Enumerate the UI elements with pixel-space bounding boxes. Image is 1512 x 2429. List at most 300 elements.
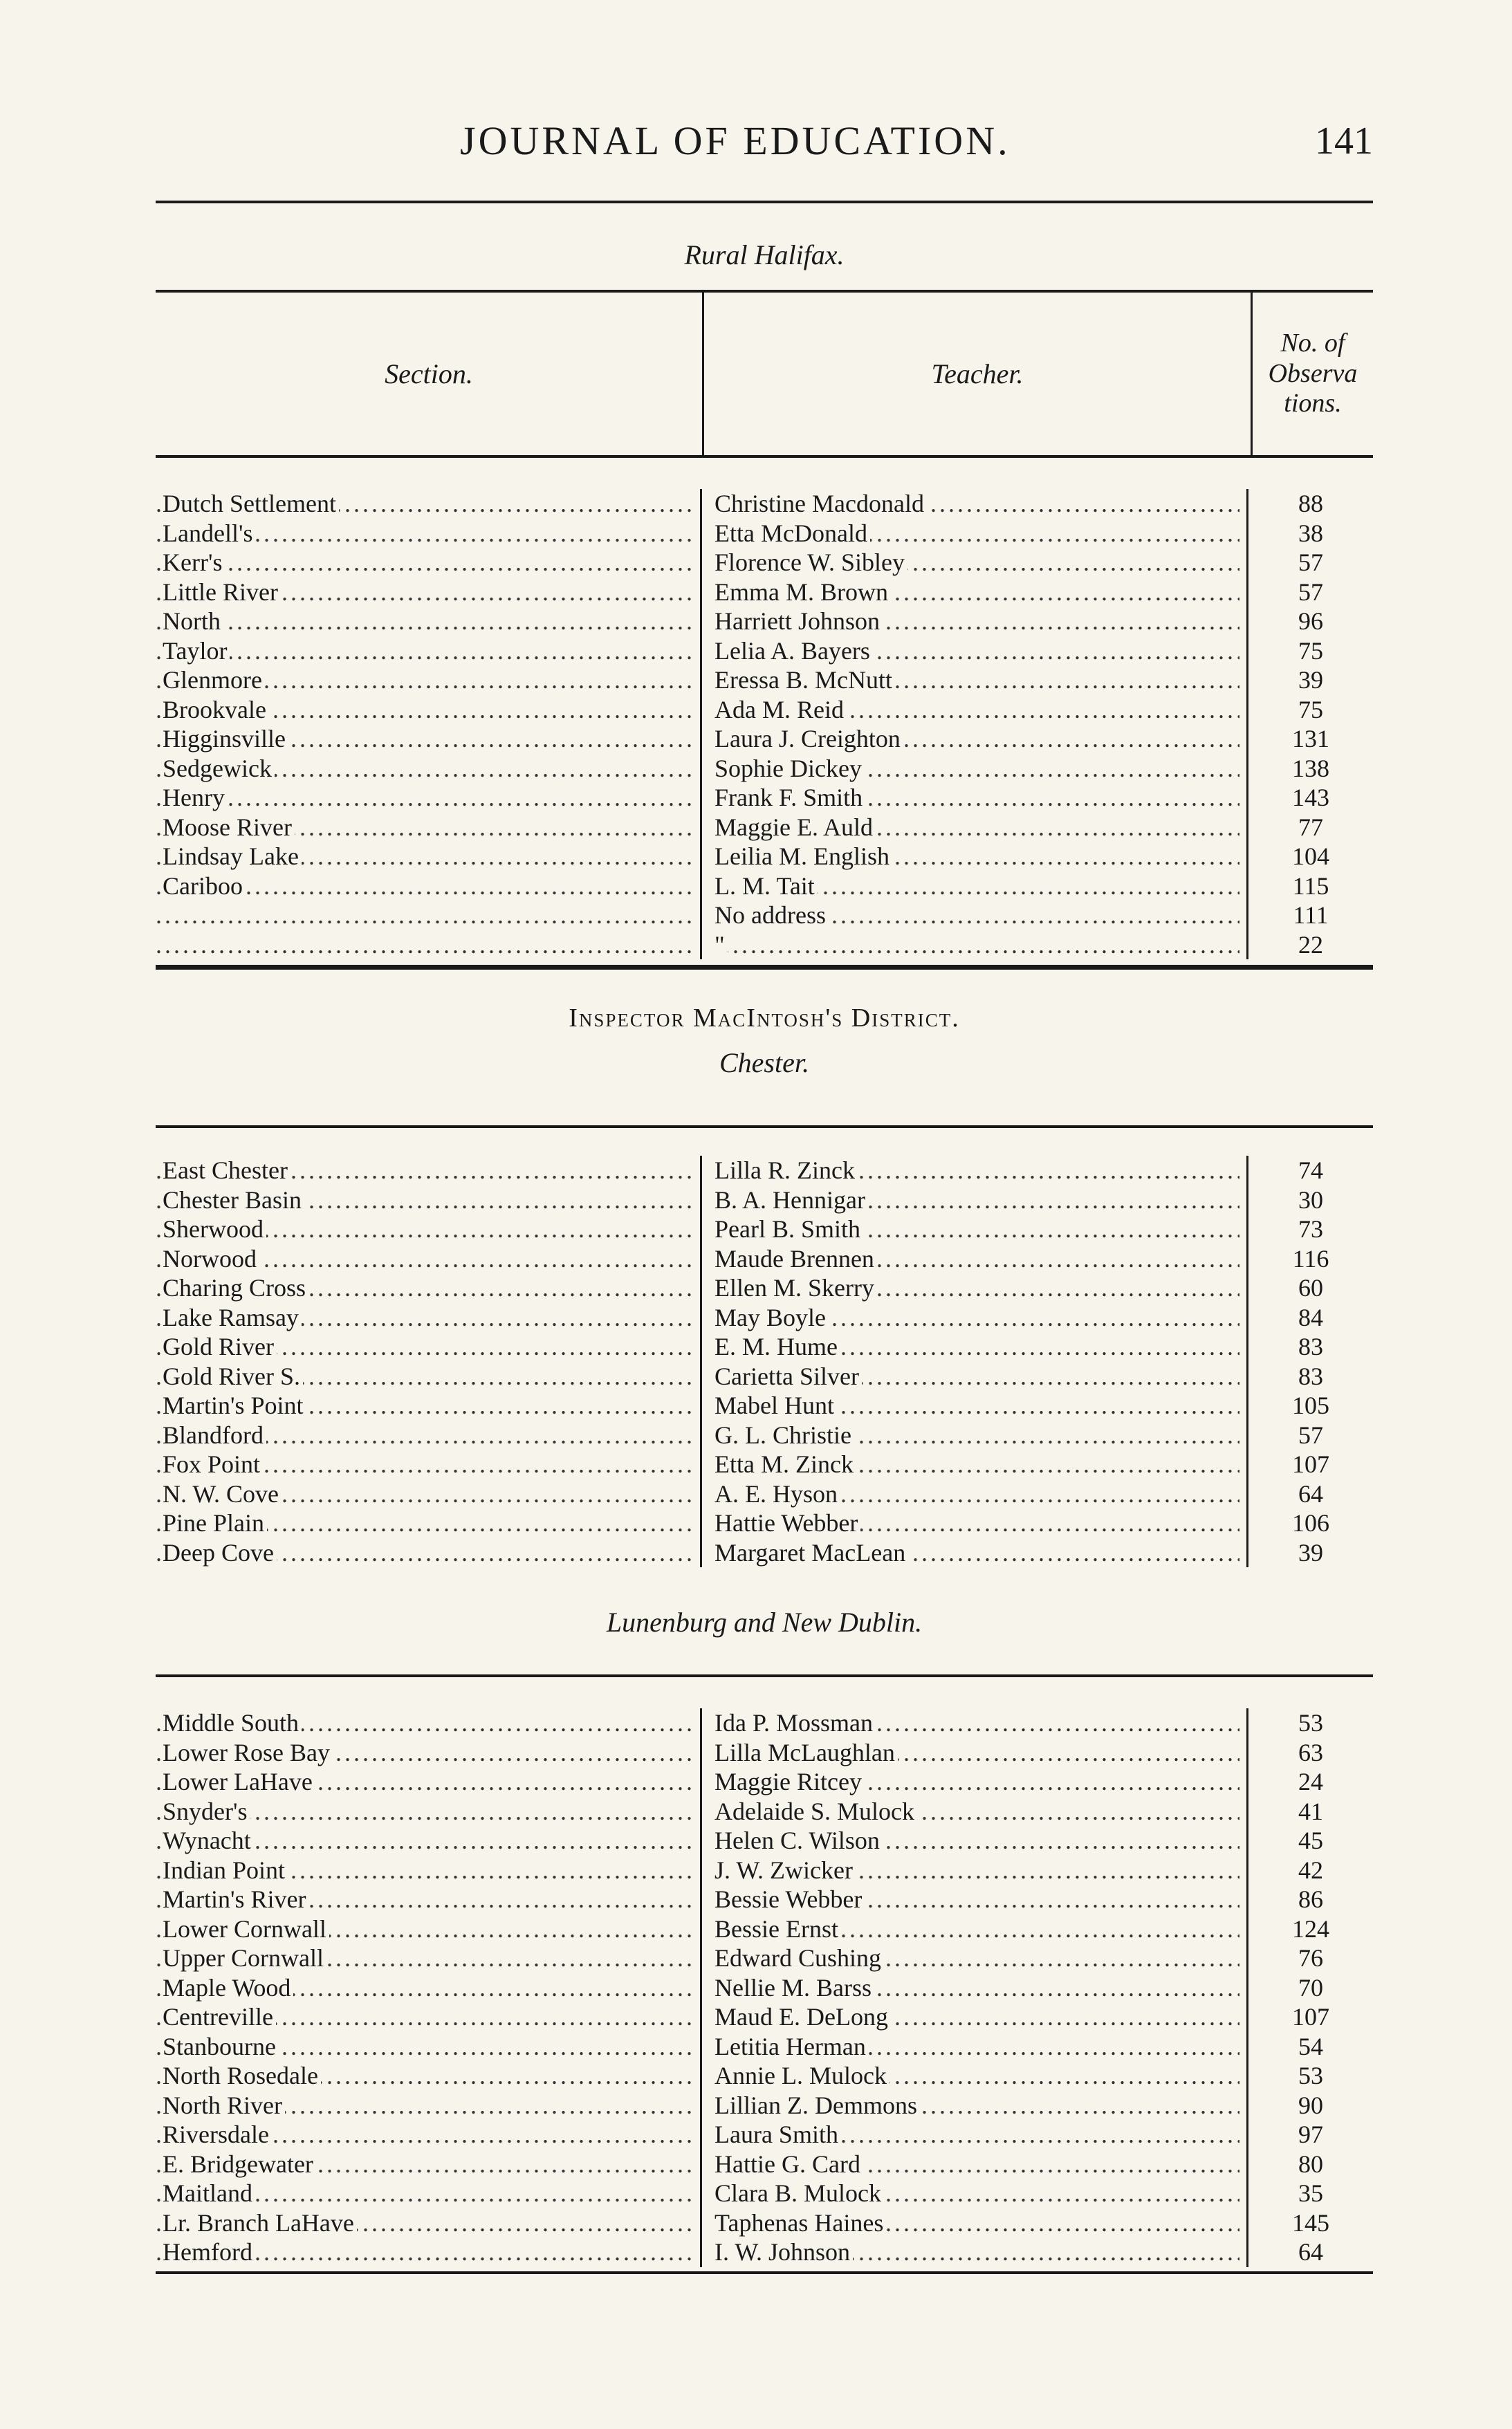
table-row (156, 695, 1373, 725)
observations-cell (1248, 2002, 1373, 2032)
observations-cell (1248, 754, 1373, 784)
section-cell (156, 2120, 702, 2150)
section-cell-text: North (163, 607, 223, 635)
observations-cell (1248, 578, 1373, 607)
table-row (156, 842, 1373, 871)
observations-cell (1248, 636, 1373, 666)
teacher-cell (702, 1767, 1248, 1797)
section-cell (156, 2032, 702, 2062)
section-cell (156, 1797, 702, 1827)
column-header-observations: No. of Observa tions. (1268, 328, 1358, 418)
district-heading: Inspector MacIntosh's District. (569, 1004, 960, 1033)
table-row (156, 1914, 1373, 1944)
table-rural-halifax (156, 458, 1373, 959)
observations-cell (1248, 489, 1373, 519)
dot-leader (156, 783, 693, 812)
section-cell (156, 1914, 702, 1944)
teacher-cell-text: May Boyle (714, 1304, 829, 1331)
teacher-cell (702, 2091, 1248, 2121)
section-cell-text: Lr. Branch LaHave (163, 2209, 357, 2237)
table-1-bottom-rule (156, 965, 1373, 970)
section-cell-text: Snyder's (163, 1798, 250, 1825)
section-cell-text: Landell's (163, 519, 255, 547)
teacher-cell-text: Nellie M. Barss (714, 1974, 874, 2002)
teacher-cell (702, 2179, 1248, 2208)
observations-cell-text: 30 (1298, 1185, 1323, 1214)
teacher-cell (702, 1332, 1248, 1362)
table-row (156, 1450, 1373, 1479)
section-cell (156, 1826, 702, 1856)
observations-cell-text: 35 (1298, 2179, 1323, 2207)
column-header-teacher: Teacher. (704, 293, 1253, 455)
observations-cell (1248, 519, 1373, 548)
observations-cell-text: 60 (1298, 1274, 1323, 1302)
section-cell-text: Glenmore (163, 666, 265, 694)
section-cell-text: Henry (163, 784, 228, 811)
section-cell (156, 1538, 702, 1568)
table-row (156, 665, 1373, 695)
teacher-cell (702, 695, 1248, 725)
table-row (156, 1421, 1373, 1450)
teacher-cell-text: Adelaide S. Mulock (714, 1798, 917, 1825)
observations-cell (1248, 871, 1373, 901)
section-cell (156, 2061, 702, 2091)
section-cell-text: Stanbourne (163, 2033, 279, 2060)
table-row (156, 783, 1373, 813)
observations-cell (1248, 2208, 1373, 2238)
teacher-cell-text: Frank F. Smith (714, 784, 865, 811)
teacher-cell (702, 871, 1248, 901)
table-chester (156, 1128, 1373, 1567)
observations-cell-text: 63 (1298, 1738, 1323, 1766)
table-row (156, 2120, 1373, 2150)
teacher-cell (702, 842, 1248, 871)
dot-leader (156, 607, 693, 636)
teacher-cell-text: Lilla McLaughlan (714, 1739, 898, 1766)
page (156, 0, 1373, 2274)
dot-leader (156, 636, 693, 665)
teacher-cell-text: J. W. Zwicker (714, 1856, 856, 1884)
section-cell-text: Sherwood (163, 1215, 266, 1243)
observations-cell (1248, 1332, 1373, 1362)
teacher-cell-text: A. E. Hyson (714, 1480, 840, 1508)
observations-cell-text: 75 (1298, 695, 1323, 723)
table-row (156, 2032, 1373, 2062)
observations-cell-text: 22 (1298, 930, 1323, 959)
section-cell-text: N. W. Cove (163, 1480, 282, 1508)
section-cell (156, 2208, 702, 2238)
dot-leader (156, 901, 693, 930)
observations-cell-text: 88 (1298, 490, 1323, 517)
observations-cell-text: 104 (1292, 842, 1329, 870)
teacher-cell-text: Carietta Silver (714, 1363, 862, 1390)
page-number: 141 (1315, 120, 1373, 163)
section-cell-text: East Chester (163, 1156, 291, 1184)
observations-cell-text: 70 (1298, 1973, 1323, 2002)
observations-cell (1248, 1708, 1373, 1738)
teacher-cell-text: E. M. Hume (714, 1333, 840, 1360)
teacher-cell (702, 2208, 1248, 2238)
section-cell (156, 1244, 702, 1274)
section-cell (156, 1708, 702, 1738)
section-cell-text: Dutch Settlement (163, 490, 339, 517)
teacher-cell-text: Taphenas Haines (714, 2209, 886, 2237)
teacher-cell-text: " (714, 931, 728, 959)
observations-cell (1248, 1362, 1373, 1392)
observations-cell-text: 39 (1298, 666, 1323, 694)
teacher-cell (702, 1738, 1248, 1768)
section-cell (156, 1185, 702, 1215)
section-cell-text (163, 901, 165, 929)
table-row (156, 1797, 1373, 1827)
section-cell (156, 2150, 702, 2179)
observations-cell (1248, 2179, 1373, 2208)
teacher-cell (702, 1826, 1248, 1856)
table-row (156, 1738, 1373, 1768)
section-cell (156, 842, 702, 871)
table-row (156, 2237, 1373, 2267)
teacher-cell-text: G. L. Christie (714, 1421, 854, 1449)
teacher-cell (702, 2120, 1248, 2150)
section-cell (156, 665, 702, 695)
table-row (156, 519, 1373, 548)
section-cell-text: Sedgewick (163, 755, 275, 782)
section-cell-text: Kerr's (163, 548, 225, 576)
table-row (156, 636, 1373, 666)
section-cell-text: Cariboo (163, 872, 246, 900)
observations-cell-text: 143 (1292, 784, 1329, 811)
observations-cell (1248, 607, 1373, 636)
table-row (156, 607, 1373, 636)
teacher-cell (702, 578, 1248, 607)
observations-cell-text: 42 (1298, 1856, 1323, 1884)
column-header-section: Section. (156, 293, 704, 455)
observations-cell (1248, 1214, 1373, 1244)
table-row (156, 1767, 1373, 1797)
teacher-cell-text: Lillian Z. Demmons (714, 2091, 920, 2119)
teacher-cell-text: Florence W. Sibley (714, 548, 907, 576)
observations-cell-text: 77 (1298, 813, 1323, 841)
teacher-cell-text: Lelia A. Bayers (714, 637, 873, 665)
observations-cell (1248, 930, 1373, 960)
teacher-cell (702, 783, 1248, 813)
observations-cell (1248, 1185, 1373, 1215)
observations-cell (1248, 2032, 1373, 2062)
observations-cell-text: 57 (1298, 578, 1323, 606)
observations-cell-text: 107 (1292, 1450, 1329, 1478)
section-cell-text: Charing Cross (163, 1274, 308, 1302)
teacher-cell-text: Etta M. Zinck (714, 1450, 856, 1478)
section-cell-text: Lindsay Lake (163, 842, 302, 870)
teacher-cell (702, 1508, 1248, 1538)
caption-rural-halifax: Rural Halifax. (684, 239, 845, 270)
section-cell-text: Blandford (163, 1421, 266, 1449)
table-row (156, 1273, 1373, 1303)
observations-cell-text: 83 (1298, 1362, 1323, 1390)
section-cell (156, 1273, 702, 1303)
section-cell (156, 2179, 702, 2208)
section-cell-text: Lake Ramsay (163, 1304, 302, 1331)
header-rule (156, 201, 1373, 203)
observations-cell-text: 86 (1298, 1885, 1323, 1913)
table-row (156, 1244, 1373, 1274)
observations-cell (1248, 1391, 1373, 1421)
section-cell-text: Centreville (163, 2003, 276, 2031)
section-cell-text: Martin's River (163, 1885, 308, 1913)
table-row (156, 1479, 1373, 1509)
section-cell-text: Pine Plain (163, 1509, 267, 1537)
section-cell (156, 724, 702, 754)
observations-cell (1248, 1973, 1373, 2003)
table-row (156, 1508, 1373, 1538)
table-row (156, 813, 1373, 842)
teacher-cell (702, 519, 1248, 548)
teacher-cell-text: Laura Smith (714, 2121, 841, 2148)
teacher-cell (702, 1479, 1248, 1509)
teacher-cell (702, 665, 1248, 695)
column-headers (156, 293, 1373, 458)
observations-cell-text: 24 (1298, 1768, 1323, 1795)
observations-cell (1248, 1421, 1373, 1450)
section-cell (156, 578, 702, 607)
table-row (156, 1826, 1373, 1856)
table-row (156, 2091, 1373, 2121)
page-header (156, 0, 1373, 201)
teacher-cell (702, 1156, 1248, 1185)
teacher-cell (702, 2237, 1248, 2267)
section-cell-text: Lower Rose Bay (163, 1739, 333, 1766)
section-cell (156, 1767, 702, 1797)
teacher-cell-text: Leilia M. English (714, 842, 892, 870)
section-cell-text: Martin's Point (163, 1392, 306, 1419)
teacher-cell-text: Clara B. Mulock (714, 2179, 884, 2207)
section-cell (156, 1508, 702, 1538)
section-cell-text: Norwood (163, 1245, 259, 1273)
teacher-cell-text: Etta McDonald (714, 519, 870, 547)
section-cell (156, 1973, 702, 2003)
teacher-cell-text: Bessie Ernst (714, 1915, 841, 1943)
observations-cell-text: 57 (1298, 1421, 1323, 1449)
section-cell-text: Wynacht (163, 1827, 254, 1854)
teacher-cell (702, 607, 1248, 636)
table-row (156, 1885, 1373, 1914)
table-row (156, 930, 1373, 960)
dot-leader (714, 930, 1239, 959)
observations-cell (1248, 1303, 1373, 1333)
section-cell-text: Chester Basin (163, 1186, 304, 1214)
teacher-cell (702, 1421, 1248, 1450)
observations-cell-text: 97 (1298, 2121, 1323, 2148)
observations-cell (1248, 1244, 1373, 1274)
observations-cell-text: 74 (1298, 1156, 1323, 1184)
observations-cell-text: 75 (1298, 636, 1323, 665)
table-row (156, 1708, 1373, 1738)
section-cell-text: E. Bridgewater (163, 2150, 316, 2178)
section-cell (156, 901, 702, 930)
section-cell (156, 1450, 702, 1479)
section-cell-text: Brookvale (163, 696, 269, 723)
teacher-cell (702, 1391, 1248, 1421)
table-row (156, 489, 1373, 519)
teacher-cell-text: Ellen M. Skerry (714, 1274, 877, 1302)
teacher-cell (702, 1273, 1248, 1303)
observations-cell-text: 96 (1298, 607, 1323, 635)
table-row (156, 1362, 1373, 1392)
section-cell (156, 1885, 702, 1914)
table-row (156, 2208, 1373, 2238)
observations-cell-text: 64 (1298, 2238, 1323, 2266)
teacher-cell (702, 2061, 1248, 2091)
teacher-cell (702, 1185, 1248, 1215)
observations-cell (1248, 1273, 1373, 1303)
observations-cell-text: 111 (1293, 901, 1329, 929)
teacher-cell (702, 930, 1248, 960)
section-cell-text: Indian Point (163, 1856, 288, 1884)
teacher-cell (702, 1914, 1248, 1944)
observations-cell (1248, 1508, 1373, 1538)
observations-cell (1248, 1826, 1373, 1856)
teacher-cell-text: Letitia Herman (714, 2033, 869, 2060)
section-cell-text (163, 931, 165, 959)
observations-cell (1248, 2091, 1373, 2121)
table-row (156, 2150, 1373, 2179)
observations-cell-text: 115 (1292, 871, 1329, 900)
table-row (156, 548, 1373, 578)
teacher-cell-text: Edward Cushing (714, 1944, 884, 1972)
observations-cell (1248, 665, 1373, 695)
observations-cell (1248, 548, 1373, 578)
observations-cell-text: 106 (1292, 1509, 1329, 1537)
table-row (156, 1856, 1373, 1885)
table-row (156, 1303, 1373, 1333)
table-row (156, 2179, 1373, 2208)
teacher-cell-text: Pearl B. Smith (714, 1215, 863, 1243)
teacher-cell (702, 548, 1248, 578)
section-cell-text: Upper Cornwall (163, 1944, 326, 1972)
section-cell-text: Higginsville (163, 725, 288, 752)
teacher-cell-text: Laura J. Creighton (714, 725, 903, 752)
section-cell-text: North Rosedale (163, 2062, 321, 2089)
teacher-cell (702, 1303, 1248, 1333)
section-cell-text: Hemford (163, 2238, 255, 2266)
observations-cell (1248, 813, 1373, 842)
table-row (156, 901, 1373, 930)
observations-cell (1248, 1914, 1373, 1944)
observations-cell-text: 107 (1292, 2003, 1329, 2031)
table-row (156, 1185, 1373, 1215)
observations-cell (1248, 1738, 1373, 1768)
table-row (156, 1943, 1373, 1973)
section-cell (156, 1214, 702, 1244)
teacher-cell-text: Maggie E. Auld (714, 813, 876, 841)
teacher-cell (702, 1214, 1248, 1244)
teacher-cell (702, 1856, 1248, 1885)
table-row (156, 1538, 1373, 1568)
observations-cell (1248, 783, 1373, 813)
teacher-cell-text: B. A. Hennigar (714, 1186, 868, 1214)
teacher-cell-text: Annie L. Mulock (714, 2062, 889, 2089)
teacher-cell (702, 1708, 1248, 1738)
section-cell (156, 1391, 702, 1421)
teacher-cell (702, 489, 1248, 519)
observations-cell-text: 90 (1298, 2091, 1323, 2119)
section-cell (156, 695, 702, 725)
teacher-cell-text: Emma M. Brown (714, 578, 891, 606)
observations-cell-text: 124 (1292, 1914, 1329, 1943)
teacher-cell (702, 1538, 1248, 1568)
observations-cell-text: 41 (1298, 1797, 1323, 1825)
observations-cell-text: 39 (1298, 1538, 1323, 1567)
section-cell-text: North River (163, 2091, 285, 2119)
observations-cell (1248, 1156, 1373, 1185)
observations-cell-text: 45 (1298, 1827, 1323, 1854)
section-cell (156, 519, 702, 548)
teacher-cell-text: Harriett Johnson (714, 607, 883, 635)
section-cell (156, 1479, 702, 1509)
teacher-cell-text: Hattie G. Card (714, 2150, 863, 2178)
observations-cell-text: 83 (1298, 1333, 1323, 1360)
section-cell-text: Maple Wood (163, 1974, 293, 2002)
observations-cell-text: 145 (1292, 2208, 1329, 2237)
section-cell (156, 2237, 702, 2267)
teacher-cell-text: Ida P. Mossman (714, 1709, 876, 1737)
teacher-cell (702, 2150, 1248, 2179)
section-cell (156, 1856, 702, 1885)
section-cell-text: Lower Cornwall (163, 1915, 329, 1943)
observations-cell-text: 73 (1298, 1215, 1323, 1243)
observations-cell (1248, 1479, 1373, 1509)
table-row (156, 1973, 1373, 2003)
observations-cell-text: 38 (1298, 519, 1323, 547)
observations-cell (1248, 1450, 1373, 1479)
table-lunenburg (156, 1677, 1373, 2267)
section-cell-text: Fox Point (163, 1450, 263, 1478)
teacher-cell-text: Hattie Webber (714, 1509, 860, 1537)
section-cell (156, 636, 702, 666)
table-row (156, 724, 1373, 754)
observations-cell-text: 76 (1298, 1944, 1323, 1972)
teacher-cell (702, 1973, 1248, 2003)
observations-cell-text: 131 (1292, 725, 1329, 752)
caption-lunenburg: Lunenburg and New Dublin. (606, 1607, 923, 1638)
teacher-cell (702, 636, 1248, 666)
teacher-cell-text: Mabel Hunt (714, 1392, 837, 1419)
teacher-cell (702, 1362, 1248, 1392)
section-cell (156, 489, 702, 519)
observations-cell (1248, 2150, 1373, 2179)
dot-leader (156, 930, 693, 959)
teacher-cell-text: Maude Brennen (714, 1245, 877, 1273)
section-cell (156, 1332, 702, 1362)
observations-cell (1248, 2061, 1373, 2091)
section-cell-text: Lower LaHave (163, 1768, 315, 1795)
section-cell (156, 607, 702, 636)
section-cell-text: Middle South (163, 1709, 302, 1737)
teacher-cell (702, 813, 1248, 842)
table-row (156, 578, 1373, 607)
section-cell-text: Riversdale (163, 2121, 272, 2148)
section-cell-text: Moose River (163, 813, 295, 841)
observations-cell (1248, 1767, 1373, 1797)
observations-cell-text: 54 (1298, 2032, 1323, 2060)
section-cell-text: Gold River S. (163, 1363, 303, 1390)
teacher-cell-text: Bessie Webber (714, 1885, 865, 1913)
teacher-cell-text: Lilla R. Zinck (714, 1156, 858, 1184)
section-cell (156, 930, 702, 960)
table-row (156, 754, 1373, 784)
observations-cell (1248, 2237, 1373, 2267)
observations-cell (1248, 724, 1373, 754)
